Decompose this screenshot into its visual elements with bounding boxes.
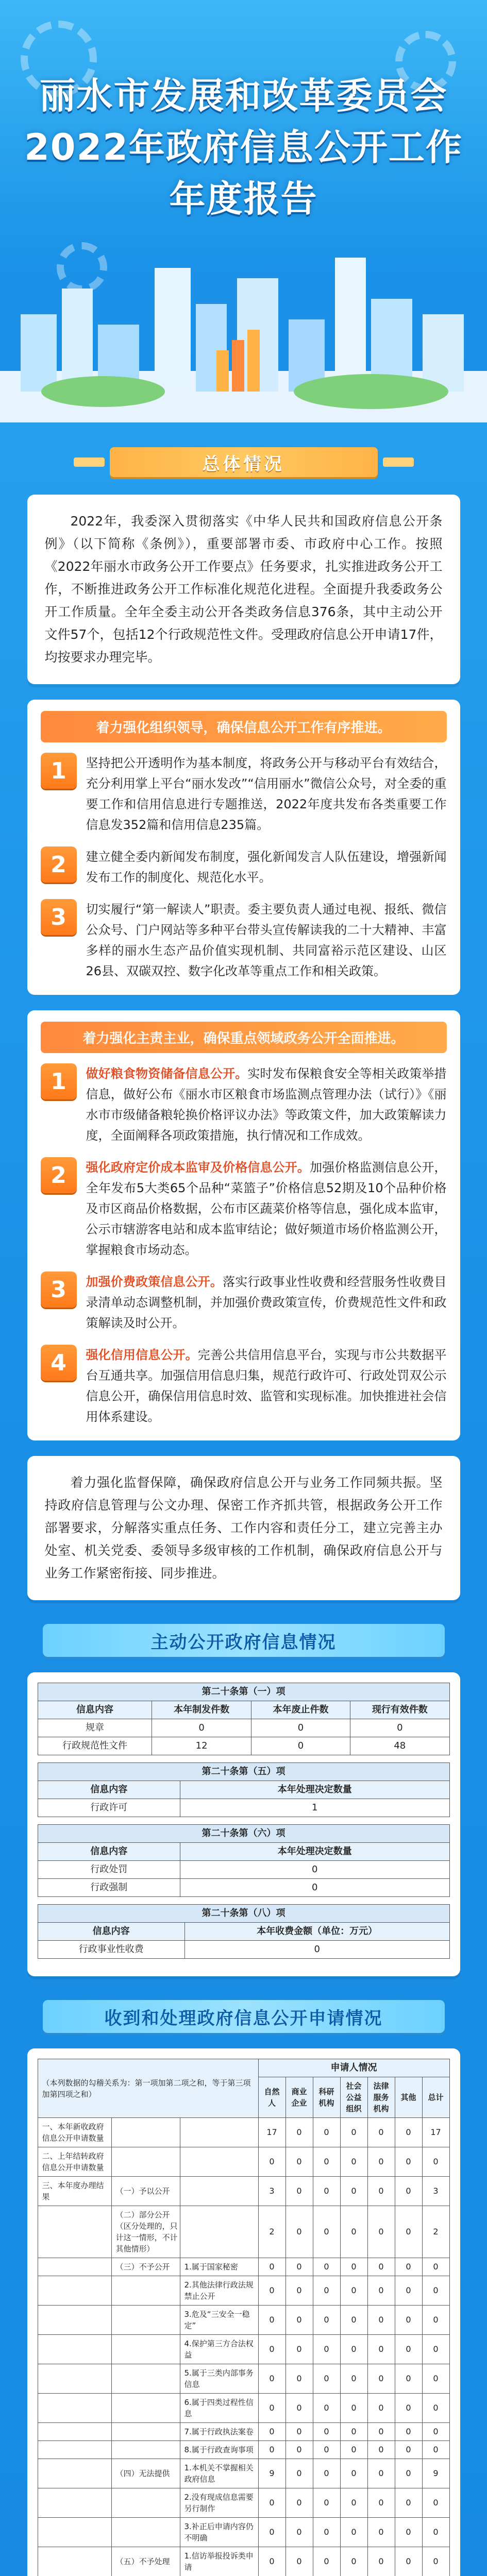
disclosure-table-block [38,1824,450,1897]
table-cell: 0 [286,2177,313,2206]
table-cell: 0 [286,2306,313,2335]
table-header: 法律服务机构 [367,2077,395,2118]
table-cell [38,2488,111,2518]
table-row [38,2547,449,2576]
table-cell [38,2276,111,2306]
table-header: 总计 [422,2077,449,2118]
table-cell: 0 [184,1941,449,1959]
table-row [38,1799,449,1817]
table-cell: 0 [422,2518,449,2547]
table-cell [38,2258,111,2276]
table-cell: 0 [313,2459,340,2488]
table-header: 自然人 [258,2077,286,2118]
table-cell: 0 [422,2441,449,2459]
item-number-badge: 4 [41,1345,77,1381]
table-cell: 0 [422,2335,449,2364]
table-cell: 0 [395,2306,422,2335]
table-row [38,2206,449,2258]
item-highlight: 做好粮食物资储备信息公开。 [86,1066,248,1081]
table-cell [38,2394,111,2423]
table-cell: 0 [422,2147,449,2177]
table-header: 本年处理决定数量 [180,1781,449,1799]
table-cell [38,2364,111,2394]
item-detail: 落实行政事业性收费和经营服务性收费目录清单动态调整机制，并加强价费政策宣传，价费规范性文件和政策解读及时公开。 [86,1275,447,1330]
table-cell: 0 [340,2364,367,2394]
table-cell: （一）予以公开 [111,2177,180,2206]
table-cell: 0 [340,2394,367,2423]
table-cell: 0 [313,2118,340,2147]
table-cell: 0 [395,2258,422,2276]
table-cell: 0 [258,2441,286,2459]
table-header-row [38,1701,449,1719]
section-banner-overview: 总体情况 [110,443,378,481]
table-row [38,2423,449,2441]
table-row [38,1683,449,1701]
table-cell: 0 [251,1737,350,1755]
item-text: 建立健全委内新闻发布制度，强化新闻发言人队伍建设，增强新闻发布工作的制度化、规范化水平。 [86,850,447,885]
table-header: 信息内容 [38,1923,184,1941]
table-cell: 0 [258,2423,286,2441]
item-text [86,1063,447,1146]
item-highlight: 强化信用信息公开。 [86,1348,198,1362]
table-cell: 0 [367,2118,395,2147]
table-cell: 0 [313,2306,340,2335]
table-cell: 0 [395,2423,422,2441]
table-cell: 0 [313,2206,340,2258]
table-cell: 0 [340,2177,367,2206]
table-cell [111,2518,180,2547]
item-text [86,1157,447,1260]
table-cell: 0 [422,2488,449,2518]
table-cell: 0 [286,2488,313,2518]
table-cell: 0 [340,2547,367,2576]
item-text [86,1345,447,1427]
list-item [41,753,447,835]
hero-title-line2: 2022年政府信息公开工作 [24,126,463,168]
hero-title-line1: 丽水市发展和改革委员会 [39,75,448,117]
table-cell: 0 [395,2364,422,2394]
table-cell: 0 [286,2518,313,2547]
table-cell: 0 [180,1879,449,1897]
table-row [38,1737,449,1755]
item-detail: 完善公共信用信息平台，实现与市公共数据平台互通共享。加强信用信息归集，规范行政许可、行政处罚双公示信息公开，确保信用信息时效、监管和实现标准。加快推进社会信用体系建设。 [86,1348,447,1424]
table-cell [111,2147,180,2177]
table-cell: 0 [340,2518,367,2547]
table-cell: 0 [313,2488,340,2518]
overview-card [27,495,460,684]
table-cell: 48 [350,1737,449,1755]
table-cell: 0 [258,2306,286,2335]
table-cell: 0 [395,2147,422,2177]
table-header-row [38,1781,449,1799]
table-cell: 0 [340,2306,367,2335]
table-header: 社会公益组织 [340,2077,367,2118]
table-cell: 7.属于行政执法案卷 [180,2423,258,2441]
table-cell [180,2206,258,2258]
table-header-row [38,2059,449,2077]
table-cell: 0 [367,2488,395,2518]
overview-text: 2022年，我委深入贯彻落实《中华人民共和国政府信息公开条例》（以下简称《条例》），重要部署市委、市政府中心工作。按照《2022年丽水市政务公开工作要点》任务要求，扎实推进政务公开工作，不断推进政务公开工作标准化规范化进程。全面提升我委政务公开工作质量。全年全委主动公开各类政务信息376条，其中主动公开文件57个，包括12个行政规范性文件。受理政府信息公开申请17件，均按要求办理完毕。 [44,514,443,665]
table-cell: 行政强制 [38,1879,180,1897]
table-cell: 0 [258,2335,286,2364]
list-item [41,1272,447,1333]
table-cell: 0 [395,2547,422,2576]
section-banner-active-disclosure: 主动公开政府信息情况 [43,1621,445,1660]
table-cell: 6.属于四类过程性信息 [180,2394,258,2423]
table-cell: 0 [313,2547,340,2576]
item-text [86,1272,447,1333]
item-number-badge: 1 [41,753,77,789]
table-cell: 0 [313,2394,340,2423]
table-cell: 0 [367,2394,395,2423]
table-header: 申请人情况 [258,2059,449,2077]
table-cell: 0 [251,1719,350,1737]
table-cell: 12 [152,1737,251,1755]
table-row [38,2147,449,2177]
table-cell: 0 [340,2147,367,2177]
table-cell [111,2488,180,2518]
item-detail: 加强价格监测信息公开，全年发布5大类65个品种“菜篮子”价格信息52期及10个品种价格及市区商品价格数据，公布市区蔬菜价格等信息，强化成本监审，公示市辖游客电站和成本监审结论；做好频道市场价格监测公开，掌握粮食市场动态。 [86,1160,447,1257]
table-cell: 0 [422,2394,449,2423]
table-cell: 三、本年度办理结果 [38,2177,111,2206]
table-cell: 0 [258,2488,286,2518]
table-row [38,1941,449,1959]
table-cell: 0 [367,2441,395,2459]
table-cell [180,2118,258,2147]
table-cell: 0 [286,2394,313,2423]
subsection-head: 着力强化组织领导，确保信息公开工作有序推进。 [41,711,447,742]
table-cell [180,2177,258,2206]
table-row [38,1719,449,1737]
table-cell: 0 [313,2364,340,2394]
table1-card [27,1672,460,1976]
table-row [38,1905,449,1923]
table-cell: 0 [395,2394,422,2423]
table-cell: 9 [258,2459,286,2488]
subsection-organization [27,700,460,995]
table-cell [38,2518,111,2547]
table-cell: 1 [180,1799,449,1817]
table-cell: 0 [258,2518,286,2547]
item-detail: 实时发布保粮食安全等相关政策举措信息，做好公布《丽水市区粮食市场监测点管理办法（试行）》《丽水市市级储备粮轮换价格评议办法》等政策文件，加大政策解读力度，全面阐释各项政策措施，执行情况和工作成效。 [86,1066,447,1143]
table-cell [38,2306,111,2335]
table-cell: 0 [152,1719,251,1737]
table-caption: 第二十条第（六）项 [38,1825,449,1843]
table-cell: 0 [313,2276,340,2306]
table-cell: 0 [367,2518,395,2547]
table-cell: 0 [422,2276,449,2306]
table-cell: 17 [422,2118,449,2147]
table-cell: 行政规范性文件 [38,1737,152,1755]
table-header: 信息内容 [38,1701,152,1719]
table-cell: （五）不予处理 [111,2547,180,2576]
table-cell: 0 [258,2547,286,2576]
table-cell: 0 [395,2335,422,2364]
subsection-head: 着力强化主责主业，确保重点领域政务公开全面推进。 [41,1022,447,1053]
table-header: 本年处理决定数量 [180,1843,449,1861]
table-cell: 行政事业性收费 [38,1941,184,1959]
table-header: 本年收费金额（单位：万元） [184,1923,449,1941]
table-cell: 0 [367,2335,395,2364]
table-cell: 0 [422,2547,449,2576]
table-cell: 一、本年新收政府信息公开申请数量 [38,2118,111,2147]
applications-table [38,2059,450,2576]
table-row [38,2394,449,2423]
table-cell: （二）部分公开（区分处理的，只计这一情形，不计其他情形） [111,2206,180,2258]
table-cell: 0 [367,2206,395,2258]
table-header-row [38,1923,449,1941]
table-caption: 第二十条第（八）项 [38,1905,449,1923]
table-cell: （三）不予公开 [111,2258,180,2276]
table-row [38,1861,449,1879]
table-cell: 规章 [38,1719,152,1737]
hero-title-line3: 年度报告 [169,178,318,220]
list-item [41,1345,447,1427]
table-cell: 0 [367,2423,395,2441]
table-row [38,2118,449,2147]
table-cell: 0 [367,2306,395,2335]
item-number-badge: 2 [41,846,77,883]
table-cell: 3.补正后申请内容仍不明确 [180,2518,258,2547]
table-row [38,2335,449,2364]
table-cell: 0 [395,2441,422,2459]
table-cell: 17 [258,2118,286,2147]
table-cell: 0 [395,2488,422,2518]
table-row [38,2258,449,2276]
item-highlight: 强化政府定价成本监审及价格信息公开。 [86,1160,310,1175]
table-cell: 8.属于行政查询事项 [180,2441,258,2459]
table-row [38,1825,449,1843]
disclosure-table-block [38,1683,450,1755]
list-item [41,846,447,888]
table-cell: 0 [395,2206,422,2258]
table-cell: 0 [395,2177,422,2206]
table-cell: 0 [313,2335,340,2364]
table-cell: 0 [367,2276,395,2306]
table-cell: 0 [367,2177,395,2206]
table-cell: 0 [286,2335,313,2364]
table-cell: 0 [340,2206,367,2258]
table-cell: 0 [313,2258,340,2276]
table-cell [38,2441,111,2459]
table-cell: 0 [286,2459,313,2488]
table-cell [38,2423,111,2441]
table-cell: 0 [258,2258,286,2276]
table-cell [38,2547,111,2576]
table-row [38,1879,449,1897]
table-cell: 0 [286,2147,313,2177]
table-header: 商业企业 [286,2077,313,2118]
table-cell: 0 [395,2459,422,2488]
table-cell: 0 [340,2441,367,2459]
table-header: 其他 [395,2077,422,2118]
item-number-badge: 3 [41,899,77,935]
item-number-badge: 1 [41,1063,77,1099]
table-cell: 行政处罚 [38,1861,180,1879]
table-cell: 0 [286,2206,313,2258]
disclosure-table-block [38,1762,450,1817]
table-cell: 0 [395,2518,422,2547]
table-row [38,2177,449,2206]
city-skyline-illustration [0,237,487,422]
table-row [38,2306,449,2335]
table-cell: 0 [286,2258,313,2276]
table-cell: 0 [286,2364,313,2394]
item-text: 切实履行“第一解读人”职责。委主要负责人通过电视、报纸、微信公众号、门户网站等多种平台带头宣传解读我的二十大精神、丰富多样的丽水生态产品价值实现机制、共同富裕示范区建设、山区26县、双碳双控、数字化改革等重点工作和相关政策。 [86,902,447,978]
table-cell: 0 [313,2147,340,2177]
table-cell: 0 [367,2258,395,2276]
table-row [38,2488,449,2518]
table-cell: 0 [286,2441,313,2459]
table-cell: 0 [367,2364,395,2394]
table-cell: 0 [395,2276,422,2306]
table-cell: 0 [340,2258,367,2276]
table-cell: 0 [258,2364,286,2394]
item-number-badge: 2 [41,1157,77,1193]
table-cell: 0 [258,2276,286,2306]
table-cell: 0 [367,2459,395,2488]
list-item [41,1063,447,1146]
table-cell: 0 [367,2147,395,2177]
table-cell: 0 [313,2518,340,2547]
list-item [41,1157,447,1260]
item-text: 坚持把公开透明作为基本制度，将政务公开与移动平台有效结合，充分利用掌上平台“丽水发改”“信用丽水”微信公众号，对全委的重要工作和信用信息进行专题推送，2022年度共发布各类重要工作信息发352篇和信用信息235篇。 [86,756,447,832]
table-cell: （四）无法提供 [111,2459,180,2488]
hero-banner [0,0,487,422]
table-cell: 0 [395,2118,422,2147]
disclosure-table-block [38,1904,450,1959]
table-row [38,2364,449,2394]
table-head-note: （本列数据的勾稽关系为：第一项加第二项之和，等于第三项加第四项之和） [38,2059,258,2118]
table-header-row [38,1843,449,1861]
table-cell: 0 [258,2147,286,2177]
table-cell: 3 [422,2177,449,2206]
table-cell: 0 [340,2276,367,2306]
table-cell: 0 [286,2423,313,2441]
subsection-key-areas [27,1010,460,1440]
table-header: 本年制发件数 [152,1701,251,1719]
table-header: 信息内容 [38,1781,180,1799]
table-cell [111,2276,180,2306]
table-cell: 4.保护第三方合法权益 [180,2335,258,2364]
table-caption: 第二十条第（五）项 [38,1763,449,1781]
table-cell: 1.属于国家秘密 [180,2258,258,2276]
table-cell: 5.属于三类内部事务信息 [180,2364,258,2394]
table-cell [111,2335,180,2364]
table-cell: 0 [340,2488,367,2518]
table-cell: 1.本机关不掌握相关政府信息 [180,2459,258,2488]
table-cell: 0 [422,2423,449,2441]
table-caption: 第二十条第（一）项 [38,1683,449,1701]
table-cell: 0 [422,2306,449,2335]
table-cell: 0 [258,2394,286,2423]
table-cell: 0 [350,1719,449,1737]
table-cell: 0 [422,2364,449,2394]
table-cell [111,2423,180,2441]
table-cell: 0 [422,2258,449,2276]
table-header: 本年废止件数 [251,1701,350,1719]
table-cell [38,2459,111,2488]
table-row [38,2441,449,2459]
table-cell: 0 [313,2441,340,2459]
table-cell: 二、上年结转政府信息公开申请数量 [38,2147,111,2177]
table-cell: 2.没有现成信息需要另行制作 [180,2488,258,2518]
table-cell [111,2118,180,2147]
table-cell [38,2335,111,2364]
table-cell [38,2206,111,2258]
table-cell: 0 [340,2423,367,2441]
table-row [38,2459,449,2488]
table-cell: 0 [286,2547,313,2576]
list-item [41,899,447,981]
table-row [38,2276,449,2306]
closing-text: 着力强化监督保障，确保政府信息公开与业务工作同频共振。坚持政府信息管理与公文办理、保密工作齐抓共管，根据政务公开工作部署要求，分解落实重点任务、工作内容和责任分工，建立完善主办处室、机关党委、委领导多级审核的工作机制，确保政府信息公开与业务工作紧密衔接、同步推进。 [44,1475,443,1581]
section-banner-applications: 收到和处理政府信息公开申请情况 [43,1997,445,2036]
table-cell [111,2394,180,2423]
table-cell: 0 [286,2276,313,2306]
table-cell: 1.信访举报投诉类申请 [180,2547,258,2576]
table-cell: 0 [367,2547,395,2576]
table-cell: 0 [286,2118,313,2147]
table-cell: 3.危及“三安全一稳定” [180,2306,258,2335]
closing-card [27,1456,460,1600]
table2-card [27,2048,460,2576]
table-row [38,1763,449,1781]
table-header: 科研机构 [313,2077,340,2118]
item-number-badge: 3 [41,1272,77,1308]
table-cell [180,2147,258,2177]
table-cell [111,2364,180,2394]
item-highlight: 加强价费政策信息公开。 [86,1275,223,1289]
table-cell: 2 [422,2206,449,2258]
table-cell: 2 [258,2206,286,2258]
table-cell: 0 [313,2177,340,2206]
table-header: 现行有效件数 [350,1701,449,1719]
table-cell: 2.其他法律行政法规禁止公开 [180,2276,258,2306]
table-cell: 0 [313,2423,340,2441]
table-cell: 0 [340,2118,367,2147]
table-cell [111,2441,180,2459]
table-row [38,2518,449,2547]
table-cell: 0 [340,2459,367,2488]
table-cell: 0 [180,1861,449,1879]
table-cell: 0 [340,2335,367,2364]
table-cell [111,2306,180,2335]
table-cell: 3 [258,2177,286,2206]
table-cell: 行政许可 [38,1799,180,1817]
table-header: 信息内容 [38,1843,180,1861]
table-cell: 9 [422,2459,449,2488]
